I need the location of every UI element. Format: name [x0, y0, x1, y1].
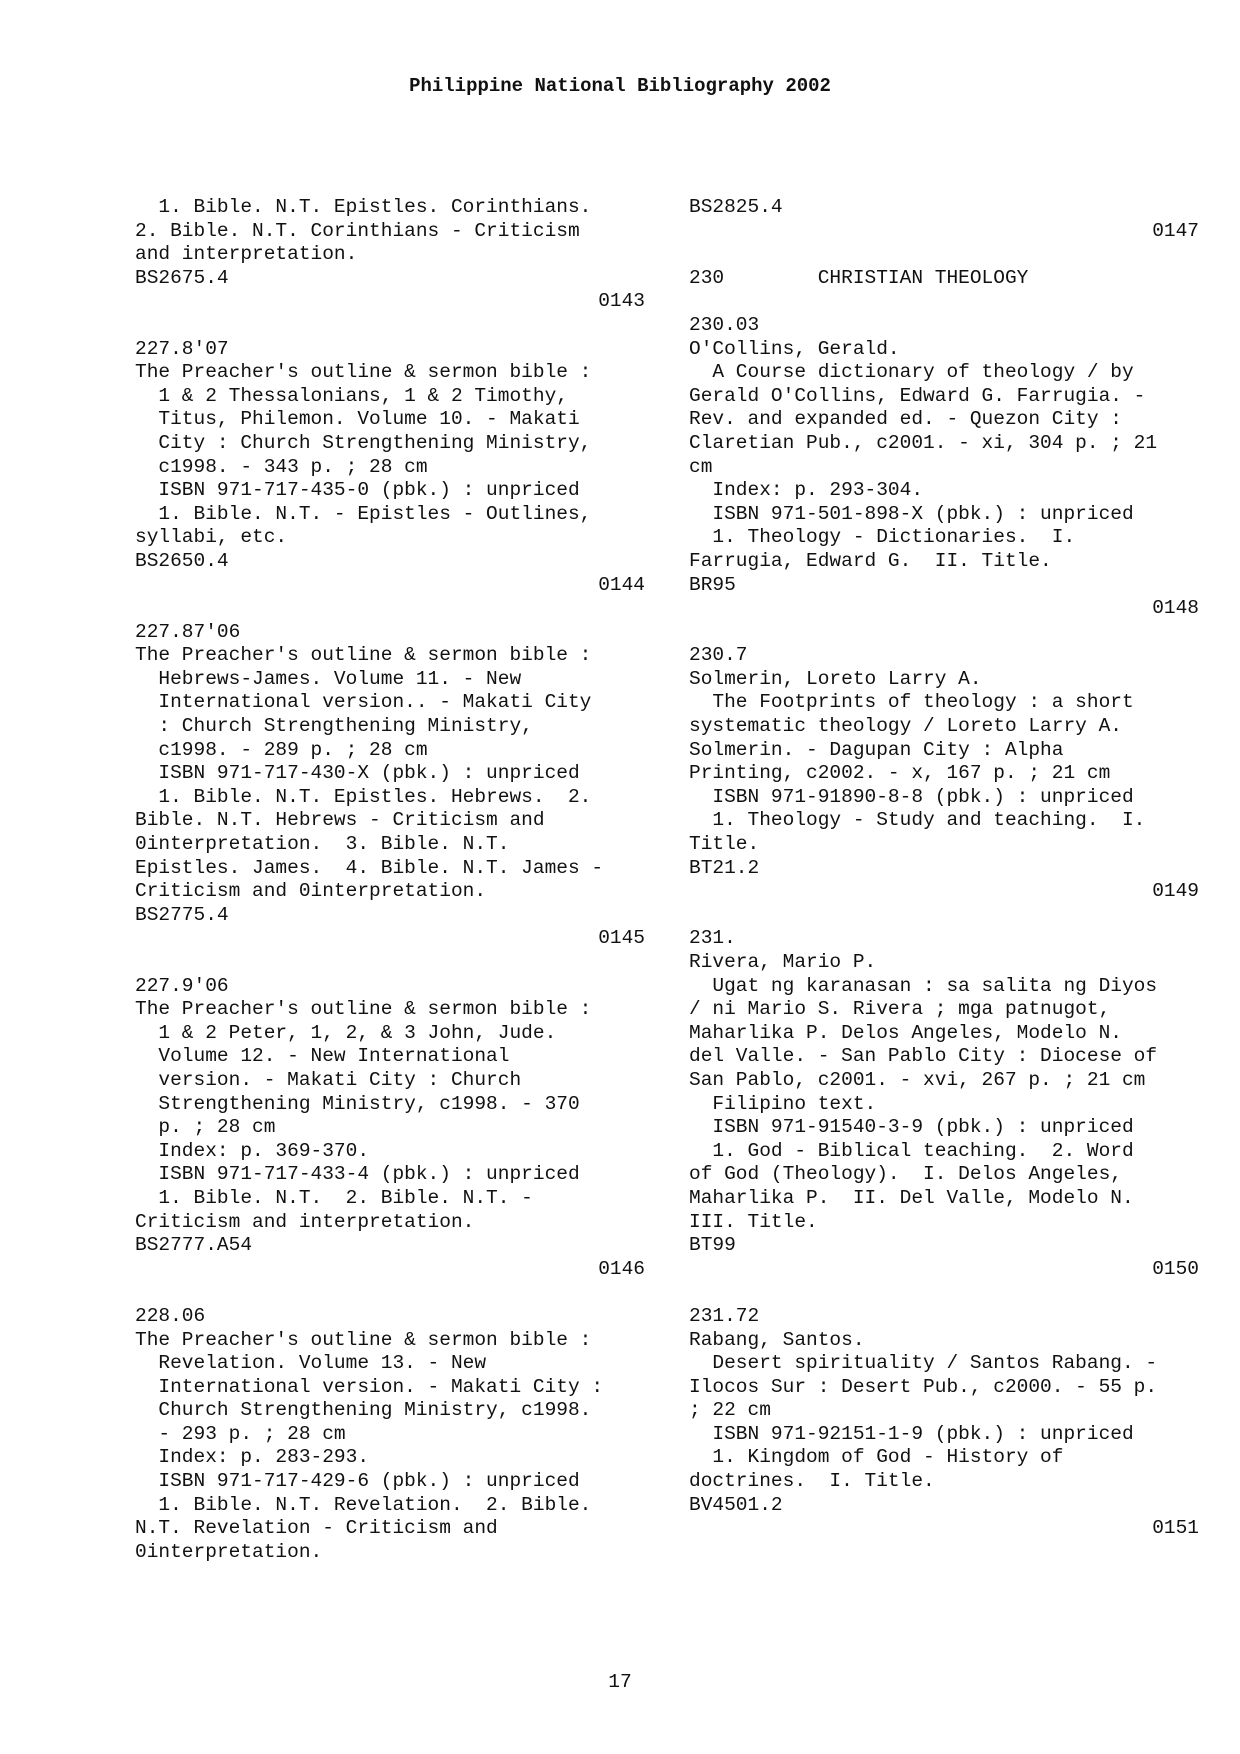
- left-column: [135, 196, 645, 1564]
- text-line: Title.: [689, 833, 760, 856]
- text-line: 1. God - Biblical teaching. 2. Word: [689, 1139, 1134, 1162]
- text-line: A Course dictionary of theology / by: [689, 361, 1134, 384]
- blank-line: [689, 904, 1199, 928]
- text-line: 1. Bible. N.T. 2. Bible. N.T. -: [135, 1186, 533, 1209]
- text-line: Desert spirituality / Santos Rabang. -: [689, 1352, 1158, 1375]
- right-column: [689, 196, 1199, 1541]
- text-line: BS2650.4: [135, 549, 229, 572]
- text-line: BS2825.4: [689, 196, 783, 218]
- blank-line: [689, 621, 1199, 645]
- page-number: 17: [608, 1671, 632, 1693]
- text-line: The Footprints of theology : a short: [689, 691, 1134, 714]
- text-line: 228.06: [135, 1304, 206, 1327]
- text-line: III. Title.: [689, 1210, 818, 1233]
- text-line: 1 & 2 Thessalonians, 1 & 2 Timothy,: [135, 384, 568, 407]
- text-line: N.T. Revelation - Criticism and: [135, 1517, 498, 1540]
- entry-number: 0145: [598, 927, 645, 950]
- text-line: Revelation. Volume 13. - New: [135, 1352, 487, 1375]
- text-line: - 293 p. ; 28 cm: [135, 1422, 346, 1445]
- text-line: 230 CHRISTIAN THEOLOGY: [689, 266, 1029, 289]
- text-line: Solmerin, Loreto Larry A.: [689, 667, 982, 690]
- text-line: International version.. - Makati City: [135, 691, 592, 714]
- text-line: 1. Theology - Dictionaries. I.: [689, 526, 1076, 549]
- entry-number: 0149: [1152, 880, 1199, 903]
- text-line: : Church Strengthening Ministry,: [135, 715, 533, 738]
- entry-number: 0151: [1152, 1517, 1199, 1540]
- entry-number: 0150: [1152, 1257, 1199, 1280]
- blank-line: [689, 290, 1199, 314]
- text-line: 0interpretation. 3. Bible. N.T.: [135, 833, 510, 856]
- entry-number: 0148: [1152, 597, 1199, 620]
- text-line: Printing, c2002. - x, 167 p. ; 21 cm: [689, 762, 1111, 785]
- text-line: 0interpretation.: [135, 1540, 323, 1563]
- text-line: Gerald O'Collins, Edward G. Farrugia. -: [689, 384, 1146, 407]
- text-line: Titus, Philemon. Volume 10. - Makati: [135, 408, 580, 431]
- text-line: City : Church Strengthening Ministry,: [135, 431, 592, 454]
- text-line: 2. Bible. N.T. Corinthians - Criticism: [135, 219, 580, 242]
- text-line: ISBN 971-717-429-6 (pbk.) : unpriced: [135, 1470, 580, 1493]
- text-line: 1. Bible. N.T. Epistles. Hebrews. 2.: [135, 785, 592, 808]
- text-line: of God (Theology). I. Delos Angeles,: [689, 1163, 1122, 1186]
- text-line: 227.87'06: [135, 620, 241, 643]
- text-line: BS2777.A54: [135, 1234, 253, 1257]
- text-line: p. ; 28 cm: [135, 1116, 276, 1139]
- text-line: Rivera, Mario P.: [689, 951, 877, 973]
- text-line: Epistles. James. 4. Bible. N.T. James -: [135, 856, 604, 879]
- text-line: ISBN 971-717-433-4 (pbk.) : unpriced: [135, 1163, 580, 1186]
- text-line: 1. Bible. N.T. Revelation. 2. Bible.: [135, 1493, 592, 1516]
- text-line: Bible. N.T. Hebrews - Criticism and: [135, 809, 545, 832]
- text-line: ISBN 971-91890-8-8 (pbk.) : unpriced: [689, 785, 1134, 808]
- text-line: The Preacher's outline & sermon bible :: [135, 361, 592, 384]
- blank-line: [689, 1281, 1199, 1305]
- text-line: and interpretation.: [135, 243, 358, 266]
- text-line: systematic theology / Loreto Larry A.: [689, 715, 1122, 738]
- blank-line: [135, 1281, 645, 1305]
- text-line: Index: p. 293-304.: [689, 479, 924, 502]
- text-line: doctrines. I. Title.: [689, 1470, 935, 1493]
- text-line: Criticism and interpretation.: [135, 1210, 475, 1233]
- text-line: Index: p. 283-293.: [135, 1446, 370, 1469]
- entry-number: 0144: [598, 573, 645, 596]
- text-line: BR95: [689, 573, 736, 596]
- text-line: 227.8'07: [135, 337, 229, 360]
- blank-line: [135, 951, 645, 975]
- text-line: ISBN 971-501-898-X (pbk.) : unpriced: [689, 502, 1134, 525]
- text-line: Solmerin. - Dagupan City : Alpha: [689, 738, 1064, 761]
- text-line: Hebrews-James. Volume 11. - New: [135, 667, 522, 690]
- text-line: ISBN 971-717-430-X (pbk.) : unpriced: [135, 762, 580, 785]
- text-line: 1. Theology - Study and teaching. I.: [689, 809, 1146, 832]
- blank-line: [135, 597, 645, 621]
- text-line: 230.7: [689, 644, 748, 667]
- text-line: ISBN 971-92151-1-9 (pbk.) : unpriced: [689, 1422, 1134, 1445]
- text-line: Ugat ng karanasan : sa salita ng Diyos: [689, 974, 1158, 997]
- text-line: Criticism and 0interpretation.: [135, 880, 487, 903]
- text-line: 227.9'06: [135, 974, 229, 997]
- text-line: 231.72: [689, 1304, 760, 1327]
- text-line: 1 & 2 Peter, 1, 2, & 3 John, Jude.: [135, 1021, 557, 1044]
- text-line: ISBN 971-91540-3-9 (pbk.) : unpriced: [689, 1116, 1134, 1139]
- text-line: Ilocos Sur : Desert Pub., c2000. - 55 p.: [689, 1375, 1158, 1398]
- entry-number: 0143: [598, 290, 645, 313]
- text-line: 230.03: [689, 313, 760, 336]
- text-line: 1. Bible. N.T. Epistles. Corinthians.: [135, 196, 592, 218]
- blank-line: [689, 243, 1199, 267]
- text-line: syllabi, etc.: [135, 526, 288, 549]
- text-line: BV4501.2: [689, 1493, 783, 1516]
- text-line: The Preacher's outline & sermon bible :: [135, 1328, 592, 1351]
- text-line: BT99: [689, 1234, 736, 1257]
- text-line: Rev. and expanded ed. - Quezon City :: [689, 408, 1122, 431]
- text-line: BT21.2: [689, 856, 760, 879]
- entry-number: 0146: [598, 1257, 645, 1280]
- text-line: 1. Kingdom of God - History of: [689, 1446, 1064, 1469]
- text-line: Maharlika P. II. Del Valle, Modelo N.: [689, 1186, 1134, 1209]
- text-line: ISBN 971-717-435-0 (pbk.) : unpriced: [135, 479, 580, 502]
- page-title: Philippine National Bibliography 2002: [409, 75, 831, 97]
- text-line: c1998. - 289 p. ; 28 cm: [135, 738, 428, 761]
- text-line: cm: [689, 455, 713, 478]
- text-line: ; 22 cm: [689, 1399, 771, 1422]
- text-line: Maharlika P. Delos Angeles, Modelo N.: [689, 1021, 1122, 1044]
- text-line: O'Collins, Gerald.: [689, 337, 900, 360]
- text-line: BS2675.4: [135, 266, 229, 289]
- text-line: International version. - Makati City :: [135, 1375, 604, 1398]
- text-line: version. - Makati City : Church: [135, 1068, 522, 1091]
- blank-line: [135, 314, 645, 338]
- text-line: Farrugia, Edward G. II. Title.: [689, 549, 1052, 572]
- text-line: BS2775.4: [135, 903, 229, 926]
- text-line: c1998. - 343 p. ; 28 cm: [135, 455, 428, 478]
- text-line: Claretian Pub., c2001. - xi, 304 p. ; 21: [689, 431, 1158, 454]
- text-line: Filipino text.: [689, 1092, 877, 1115]
- text-line: The Preacher's outline & sermon bible :: [135, 644, 592, 667]
- text-line: del Valle. - San Pablo City : Diocese of: [689, 1045, 1158, 1068]
- text-line: / ni Mario S. Rivera ; mga patnugot,: [689, 998, 1111, 1021]
- text-line: Strengthening Ministry, c1998. - 370: [135, 1092, 580, 1115]
- text-line: The Preacher's outline & sermon bible :: [135, 998, 592, 1021]
- text-line: Index: p. 369-370.: [135, 1139, 370, 1162]
- entry-number: 0147: [1152, 219, 1199, 242]
- text-line: Rabang, Santos.: [689, 1328, 865, 1351]
- text-line: San Pablo, c2001. - xvi, 267 p. ; 21 cm: [689, 1068, 1146, 1091]
- text-line: 231.: [689, 927, 736, 950]
- text-line: Volume 12. - New International: [135, 1045, 510, 1068]
- text-line: 1. Bible. N.T. - Epistles - Outlines,: [135, 502, 592, 525]
- text-line: Church Strengthening Ministry, c1998.: [135, 1399, 592, 1422]
